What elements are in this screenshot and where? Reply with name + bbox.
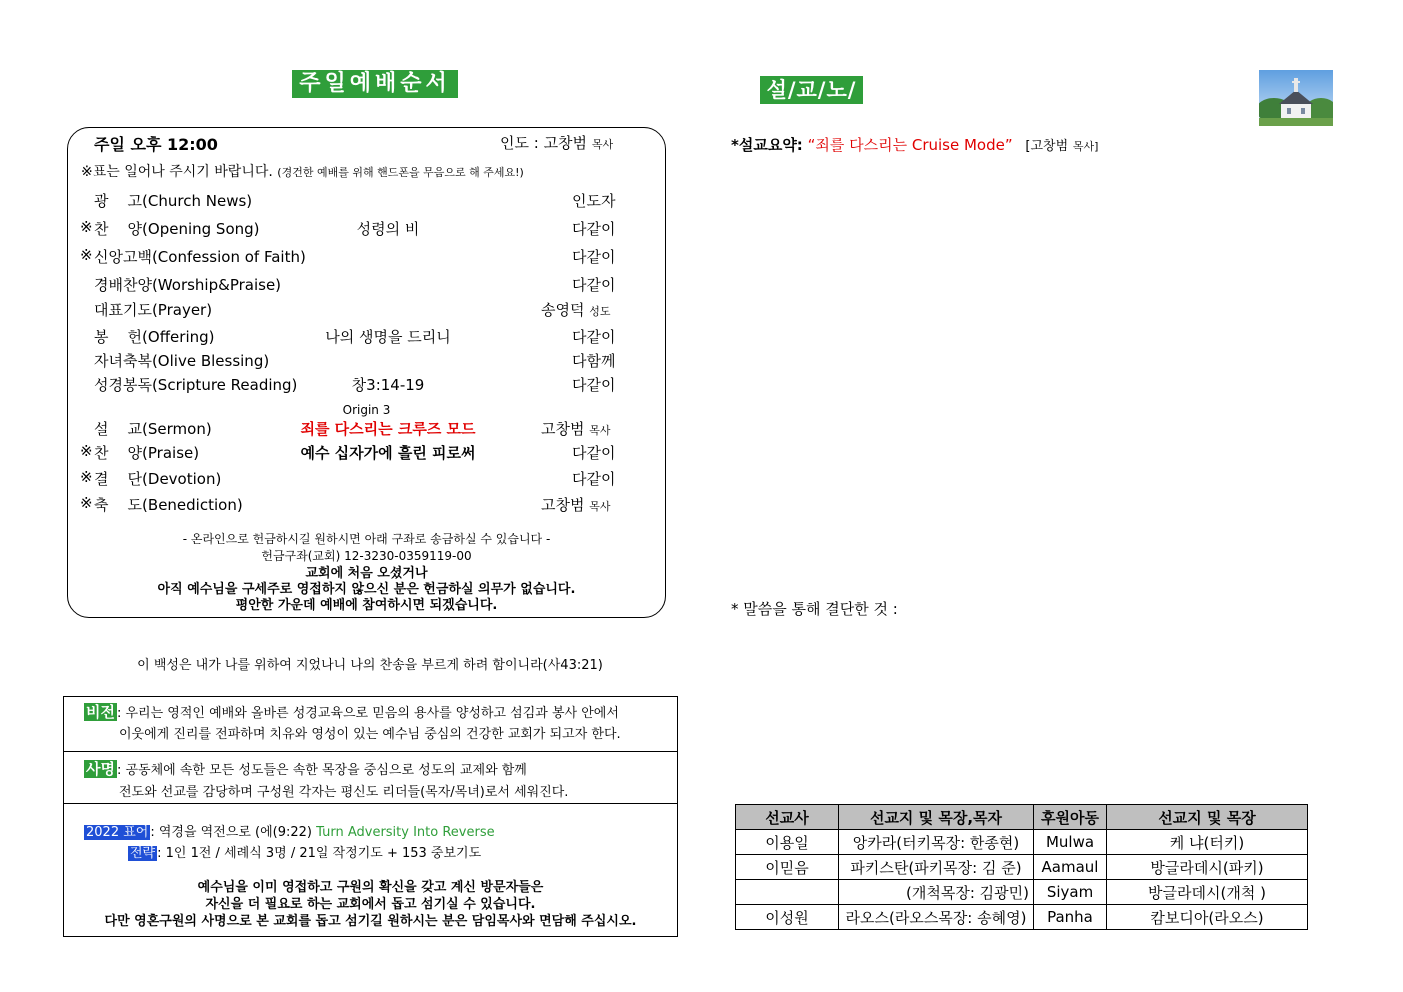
order-item-detail: 예수 십자가에 흘린 피로써 bbox=[300, 444, 476, 462]
order-item-person: 다같이 bbox=[572, 220, 616, 238]
table-cell bbox=[736, 880, 839, 905]
strategy-label: 전략 bbox=[130, 846, 156, 861]
motto-line: 2022 표어 : 역경을 역전으로 (에(9:22) Turn Adversity Into Reverse bbox=[86, 825, 495, 840]
table-cell: Aamaul bbox=[1034, 855, 1107, 880]
welcome-line: 다만 영혼구원의 사명으로 본 교회를 돕고 섬기길 원하시는 분은 담임목사와 면담해 주십시오. bbox=[104, 914, 637, 929]
order-item-name: 자녀축복(Olive Blessing) bbox=[94, 352, 270, 370]
table-header: 선교지 및 목장 bbox=[1107, 805, 1308, 830]
welcome-line: 자신을 더 필요로 하는 교회에서 돕고 섬기실 수 있습니다. bbox=[205, 897, 536, 912]
origin-label: Origin 3 bbox=[342, 403, 391, 417]
table-cell: 케 냐(터키) bbox=[1107, 830, 1308, 855]
order-item-person: 다같이 bbox=[572, 276, 616, 294]
order-item-name: 설 교(Sermon) bbox=[94, 420, 212, 438]
bible-verse: 이 백성은 내가 나를 위하여 지었나니 나의 찬송을 부르게 하려 함이니라(사43:21) bbox=[137, 658, 603, 673]
motto-label: 2022 표어 bbox=[86, 825, 149, 840]
vision-line-2: 이웃에게 진리를 전파하며 치유와 영성이 있는 예수님 중심의 건강한 교회가 되고자 한다. bbox=[119, 727, 621, 742]
vision-label: 비전 bbox=[86, 703, 115, 721]
visitor-line: 평안한 가운데 예배에 참여하시면 되겠습니다. bbox=[235, 598, 498, 613]
service-leader: 인도 : 고창범 목사 bbox=[500, 134, 614, 152]
order-item-person: 다같이 bbox=[572, 470, 616, 488]
table-header: 선교사 bbox=[736, 805, 839, 830]
welcome-note bbox=[64, 879, 677, 930]
table-row bbox=[736, 880, 1308, 905]
decision-label: * 말씀을 통해 결단한 것 : bbox=[731, 600, 898, 618]
vision-section bbox=[64, 697, 677, 752]
order-item-person: 고창범 목사 bbox=[541, 420, 611, 438]
sermon-note-title: 설/교/노/트 bbox=[760, 76, 863, 104]
order-item-name: 경배찬양(Worship&Praise) bbox=[94, 276, 282, 294]
visitor-note bbox=[68, 566, 665, 614]
missionary-table bbox=[735, 804, 1308, 930]
table-cell: 방글라데시(개척 ) bbox=[1107, 880, 1308, 905]
order-item-person: 고창범 목사 bbox=[541, 496, 611, 514]
order-item-name: 성경봉독(Scripture Reading) bbox=[94, 376, 298, 394]
standing-mark: ※ bbox=[80, 494, 93, 512]
order-item-name: 찬 양(Opening Song) bbox=[94, 220, 260, 238]
table-cell: 캄보디아(라오스) bbox=[1107, 905, 1308, 930]
table-cell: 라오스(라오스목장: 송혜영) bbox=[839, 905, 1034, 930]
standing-note: ※표는 일어나 주시기 바랍니다. (경건한 예배를 위해 핸드폰을 무음으로 해 주세요!) bbox=[81, 164, 524, 180]
worship-order-title: 주일예배순서 bbox=[292, 70, 458, 98]
order-item-person: 송영덕 성도 bbox=[541, 301, 611, 319]
table-cell: (개척목장: 김광민) bbox=[839, 880, 1034, 905]
visitor-line: 아직 예수님을 구세주로 영접하지 않으신 분은 헌금하실 의무가 없습니다. bbox=[157, 582, 576, 597]
sermon-summary: *설교요약: “죄를 다스리는 Cruise Mode” [고창범 목사] bbox=[731, 136, 1099, 154]
standing-mark: ※ bbox=[80, 468, 93, 486]
order-item-name: 찬 양(Praise) bbox=[94, 444, 200, 462]
order-item-name: 결 단(Devotion) bbox=[94, 470, 222, 488]
order-item-person: 다함께 bbox=[572, 352, 616, 370]
vision-mission-box bbox=[63, 696, 678, 937]
table-header: 선교지 및 목장,목자 bbox=[839, 805, 1034, 830]
strategy-line: 전략 : 1인 1전 / 세례식 3명 / 21일 작정기도 + 153 중보기도 bbox=[130, 846, 482, 861]
service-time: 주일 오후 12:00 bbox=[94, 135, 218, 154]
table-header-row bbox=[736, 805, 1308, 830]
table-cell: 파키스탄(파키목장: 김 준) bbox=[839, 855, 1034, 880]
mission-line-2: 전도와 선교를 감당하며 구성원 각자는 평신도 리더들(목자/목녀)로서 세워진다. bbox=[119, 785, 569, 800]
order-item-detail: 죄를 다스리는 크루즈 모드 bbox=[300, 420, 476, 438]
offering-account: 헌금구좌(교회) 12-3230-0359119-00 bbox=[261, 549, 472, 563]
order-item-person: 다같이 bbox=[572, 248, 616, 266]
order-item-name: 대표기도(Prayer) bbox=[94, 301, 213, 319]
order-item-detail: 창3:14-19 bbox=[351, 376, 425, 394]
table-cell: 방글라데시(파키) bbox=[1107, 855, 1308, 880]
order-item-name: 봉 헌(Offering) bbox=[94, 328, 215, 346]
online-offering-note: - 온라인으로 헌금하시길 원하시면 아래 구좌로 송금하실 수 있습니다 - bbox=[182, 532, 551, 546]
table-header: 후원아동 bbox=[1034, 805, 1107, 830]
motto-english: Turn Adversity Into Reverse bbox=[316, 825, 495, 840]
order-item-detail: 성령의 비 bbox=[356, 220, 420, 238]
sermon-summary-title: “죄를 다스리는 Cruise Mode” bbox=[807, 136, 1013, 154]
table-row bbox=[736, 830, 1308, 855]
table-cell: Siyam bbox=[1034, 880, 1107, 905]
table-cell: 이믿음 bbox=[736, 855, 839, 880]
church-photo bbox=[1259, 70, 1333, 126]
order-of-service-box bbox=[67, 127, 666, 618]
order-item-name: 광 고(Church News) bbox=[94, 192, 253, 210]
mission-section bbox=[64, 752, 677, 804]
order-item-person: 다같이 bbox=[572, 328, 616, 346]
vision-line-1: 비전 : 우리는 영적인 예배와 올바른 성경교육으로 믿음의 용사를 양성하고 섬김과 봉사 안에서 bbox=[86, 703, 619, 721]
order-item-name: 축 도(Benediction) bbox=[94, 496, 243, 514]
welcome-line: 예수님을 이미 영접하고 구원의 확신을 갖고 계신 방문자들은 bbox=[197, 880, 544, 895]
order-item-detail: 나의 생명을 드리니 bbox=[325, 328, 451, 346]
table-row bbox=[736, 905, 1308, 930]
standing-mark: ※ bbox=[80, 218, 93, 236]
table-row bbox=[736, 855, 1308, 880]
table-cell: 앙카라(터키목장: 한종현) bbox=[839, 830, 1034, 855]
visitor-line: 교회에 처음 오셨거나 bbox=[305, 566, 428, 581]
order-item-name: 신앙고백(Confession of Faith) bbox=[94, 248, 306, 266]
order-item-person: 다같이 bbox=[572, 376, 616, 394]
order-item-person: 다같이 bbox=[572, 444, 616, 462]
order-item-person: 인도자 bbox=[572, 192, 616, 210]
table-cell: Mulwa bbox=[1034, 830, 1107, 855]
mission-line-1: 사명 : 공동체에 속한 모든 성도들은 속한 목장을 중심으로 성도의 교제와 함께 bbox=[86, 760, 527, 778]
table-cell: Panha bbox=[1034, 905, 1107, 930]
standing-mark: ※ bbox=[80, 246, 93, 264]
table-cell: 이성원 bbox=[736, 905, 839, 930]
standing-mark: ※ bbox=[80, 442, 93, 460]
mission-label: 사명 bbox=[86, 760, 115, 778]
table-cell: 이용일 bbox=[736, 830, 839, 855]
